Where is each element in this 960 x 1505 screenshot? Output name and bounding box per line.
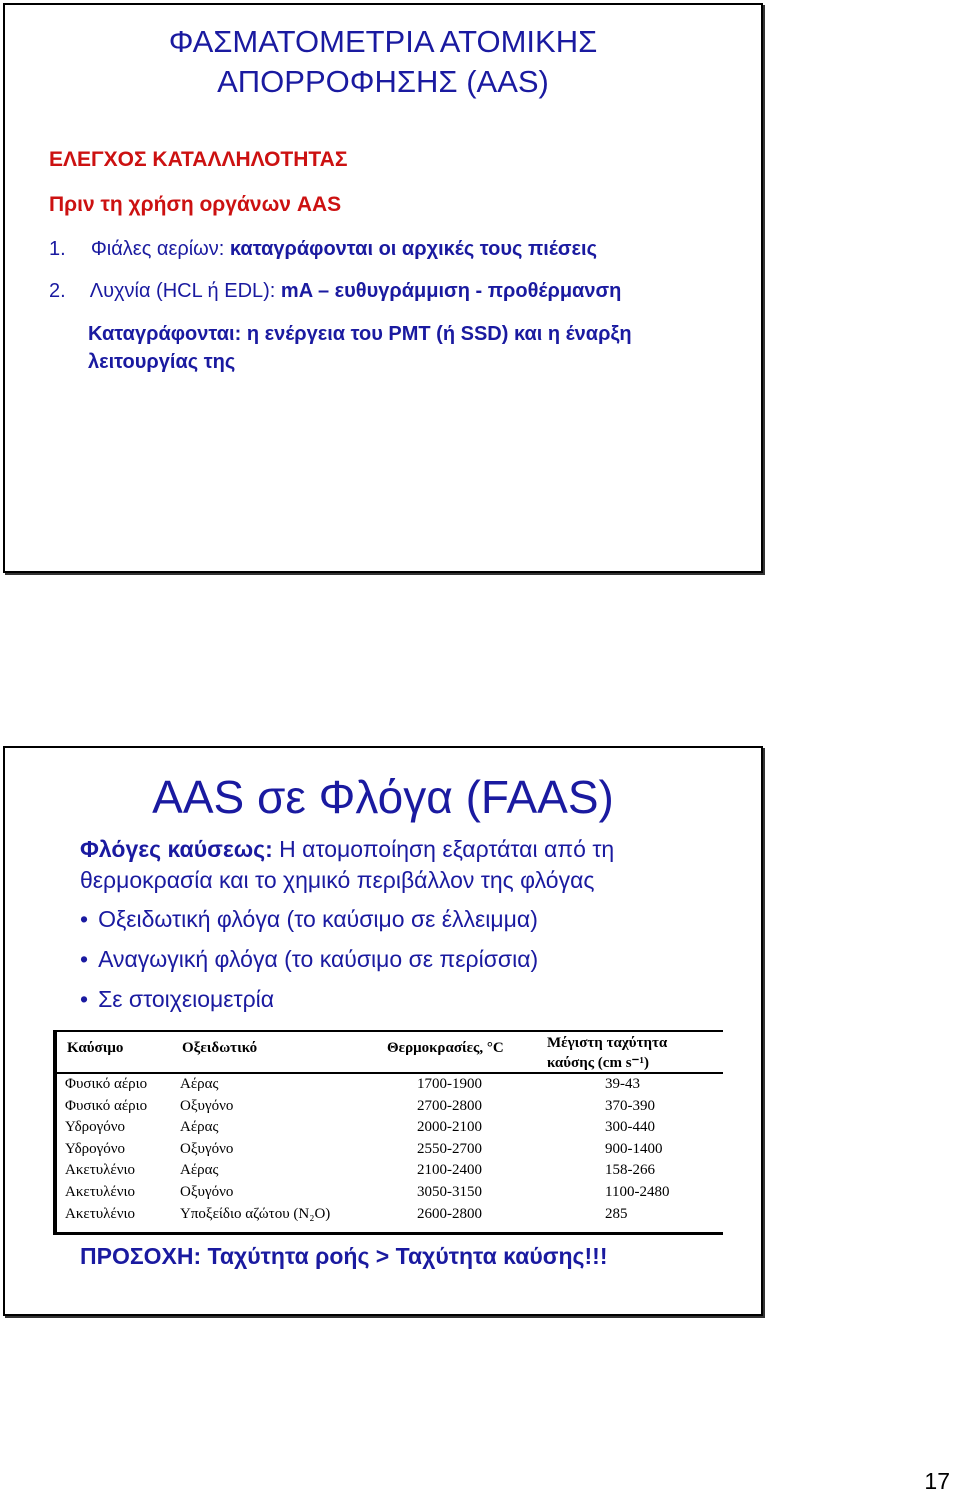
table-cell: Οξυγόνο: [180, 1140, 234, 1157]
table-header-oxidant: Οξειδωτικό: [182, 1040, 258, 1056]
table-cell: 158-266: [605, 1162, 655, 1179]
table-cell: Ακετυλένιο: [65, 1205, 136, 1222]
table-cell: Αέρας: [180, 1076, 219, 1092]
table-cell: 2100-2400: [417, 1162, 482, 1179]
list-item-1-bold: καταγράφονται οι αρχικές τους πιέσεις: [229, 238, 597, 260]
table-cell: Υδρογόνο: [65, 1119, 126, 1136]
table-cell: 3050-3150: [417, 1184, 482, 1200]
table-cell: Ακετυλένιο: [65, 1184, 136, 1200]
table-cell: 2000-2100: [417, 1119, 482, 1136]
table-cell: Αέρας: [180, 1119, 219, 1136]
table-cell: 300-440: [605, 1119, 655, 1136]
list-item-2-plain: Λυχνία (HCL ή EDL):: [89, 280, 281, 302]
table-row: [57, 1076, 723, 1098]
table-row: [57, 1184, 723, 1206]
table-row: [57, 1162, 723, 1184]
list-item-2-number: 2.: [49, 280, 66, 302]
slide-1-title-line-1: ΦΑΣΜΑΤΟΜΕΤΡΙΑ ΑΤΟΜΙΚΗΣ: [168, 24, 598, 59]
intro-rest: Η ατομοποίηση εξαρτάται από τη: [272, 836, 615, 862]
slide-1: [3, 3, 763, 573]
slide-2: [3, 746, 763, 1316]
note-line-2: λειτουργίας της: [88, 351, 236, 373]
table-header-speed-line-1: Μέγιστη ταχύτητα: [547, 1035, 668, 1051]
intro-bold: Φλόγες καύσεως:: [80, 836, 273, 862]
table-cell: Οξυγόνο: [180, 1097, 234, 1114]
table-cell: 1100-2480: [605, 1184, 670, 1200]
table-cell: 2550-2700: [417, 1140, 482, 1157]
bullet-item: • Οξειδωτική φλόγα (το καύσιμο σε έλλειμμα): [80, 906, 538, 933]
list-item-1: [49, 238, 597, 261]
table-row: [57, 1141, 723, 1163]
table-cell: 2600-2800: [417, 1205, 482, 1222]
list-item-1-plain: Φιάλες αερίων:: [90, 238, 230, 260]
table-cell: Ακετυλένιο: [65, 1162, 136, 1179]
list-item-2: [49, 280, 621, 303]
intro-line-1: [80, 836, 614, 863]
table-cell: 2700-2800: [417, 1097, 482, 1114]
table-cell: 285: [605, 1205, 628, 1222]
table-cell: Φυσικό αέριο: [65, 1097, 148, 1114]
table-header-rule: [57, 1072, 723, 1074]
intro-line-2: θερμοκρασία και το χημικό περιβάλλον της φλόγας: [80, 867, 595, 893]
slide-2-title: AAS σε Φλόγα (FAAS): [152, 771, 614, 823]
table-cell: Υδρογόνο: [65, 1140, 126, 1157]
table-row: [57, 1119, 723, 1141]
page-number: 17: [924, 1468, 950, 1494]
bullet-item: • Σε στοιχειομετρία: [80, 986, 274, 1013]
flame-table: [53, 1030, 723, 1235]
section-subheading: Πριν τη χρήση οργάνων AAS: [49, 193, 342, 216]
table-cell: Υποξείδιο αζώτου (N₂O): [180, 1205, 331, 1222]
bullet-item: • Αναγωγική φλόγα (το καύσιμο σε περίσσια): [80, 946, 538, 973]
warning-text: ΠΡΟΣΟΧΗ: Ταχύτητα ροής > Ταχύτητα καύσης!!!: [80, 1243, 608, 1269]
table-cell: 370-390: [605, 1097, 655, 1114]
table-cell: 1700-1900: [417, 1076, 482, 1092]
slide-1-title-line-2: ΑΠΟΡΡΟΦΗΣΗΣ (AAS): [217, 64, 549, 99]
table-cell: 900-1400: [605, 1140, 663, 1157]
table-row: [57, 1098, 723, 1120]
table-cell: Αέρας: [180, 1162, 219, 1179]
table-header-fuel: Καύσιμο: [67, 1040, 124, 1056]
table-cell: 39-43: [605, 1076, 640, 1092]
list-item-1-number: 1.: [49, 238, 66, 260]
list-item-2-bold: mA – ευθυγράμμιση - προθέρμανση: [280, 280, 622, 302]
table-cell: Φυσικό αέριο: [65, 1076, 148, 1092]
section-heading: ΕΛΕΓΧΟΣ ΚΑΤΑΛΛΗΛΟΤΗΤΑΣ: [49, 148, 348, 171]
table-header-speed-line-2: καύσης (cm s⁻¹): [547, 1055, 649, 1071]
table-row: [57, 1206, 723, 1228]
table-header-temperature: Θερμοκρασίες, °C: [387, 1040, 504, 1056]
table-cell: Οξυγόνο: [180, 1184, 234, 1200]
note-line-1: Καταγράφονται: η ενέργεια του PMT (ή SSD) και η έναρξη: [88, 323, 632, 345]
